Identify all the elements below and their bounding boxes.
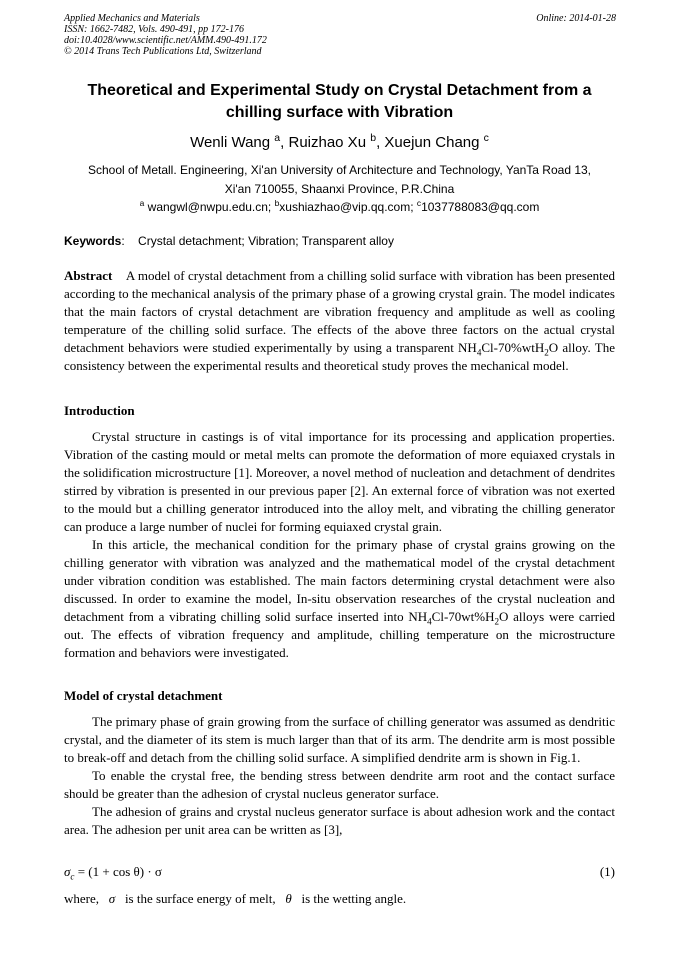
- introduction-body: [64, 428, 615, 662]
- email-address[interactable]: wangwl@nwpu.edu.cn;: [147, 200, 272, 214]
- symbol-sigma: σ: [108, 891, 116, 906]
- where-text: is the surface energy of melt,: [124, 891, 276, 906]
- equation-formula: [64, 862, 162, 882]
- paragraph: Crystal structure in castings is of vital importance for its processing and application properties. Vibration of the casting mould or metal melts can promote the deformation of more equiaxed crystals in the solidification microstructure [1]. Moreover, a novel method of nucleation and detachment of dendrites stirred by vibration is presented in our previous paper [2]. An external force of vibration was not exerted to the mould but a chilling generator introduced into the alloy melt, and vibrating the chilling generator can produce a large number of nuclei for forming equiaxed crystal grain.: [64, 429, 615, 534]
- subscript: 4: [476, 347, 482, 358]
- abstract: [64, 267, 615, 375]
- subscript: c: [70, 871, 75, 882]
- subscript: 4: [427, 616, 432, 627]
- equation-rhs: = (1 + cos θ) · σ: [77, 864, 162, 879]
- abstract-text: A model of crystal detachment from a chilling solid surface with vibration has been presented according to the mechanical analysis of the primary phase of a growing crystal grain. The model indicates that the main factors of crystal detachment are vibration frequency and amplitude as well as cooling temperature of the chilling solid surface. The effects of the above three factors on the actual crystal detachment behaviors were studied experimentally by using a transparent NH: [64, 268, 615, 355]
- paragraph: [64, 536, 615, 662]
- affiliation: [64, 161, 615, 199]
- author-name: Xuejun Chang: [384, 134, 480, 151]
- email-list: [64, 199, 615, 215]
- email-address[interactable]: 1037788083@qq.com: [421, 200, 540, 214]
- where-text: where,: [64, 891, 100, 906]
- email-mark: b: [274, 198, 280, 208]
- affiliation-line: School of Metall. Engineering, Xi'an University of Architecture and Technology, YanTa Road 13,: [87, 163, 592, 177]
- email-mark: a: [139, 198, 145, 208]
- paragraph: The primary phase of grain growing from the surface of chilling generator was assumed as dendritic crystal, and the diameter of its stem is much larger than that of its arm. The dendrite arm is most possible to break-off and detach from the chilling solid surface. A simplified dendrite arm is shown in Fig.1.: [64, 714, 615, 765]
- section-heading-model: Model of crystal detachment: [64, 688, 223, 703]
- paragraph-text: In this article, the mechanical condition for the primary phase of crystal grains growing on the chilling generator with vibration was analyzed and the mathematical model of the crystal detachment under vibration condition was established. The main factors determining crystal detachment were also discussed. In order to examine the model, In-situ observation researches of the crystal nucleation and detachment from a vibrating chilling solid surface inserted into NH: [64, 537, 615, 624]
- paragraph-text: Cl-70wt%H: [431, 609, 495, 624]
- author-mark: b: [370, 132, 377, 144]
- paragraph-text: O alloys were carried out. The effects of vibration frequency and amplitude, chilling temperature on the microstructure formation and behaviors were investigated.: [64, 609, 616, 660]
- subscript: 2: [544, 347, 549, 358]
- model-body: [64, 713, 615, 839]
- affiliation-line: Xi'an 710055, Shaanxi Province, P.R.China: [224, 182, 455, 196]
- equation-number: (1): [599, 864, 615, 879]
- author-mark: a: [274, 132, 281, 144]
- copyright-line: © 2014 Trans Tech Publications Ltd, Switzerland: [64, 46, 262, 57]
- doi-line: doi:10.4028/www.scientific.net/AMM.490-491.172: [64, 35, 267, 46]
- keywords-text: Crystal detachment; Vibration; Transparent alloy: [138, 234, 394, 248]
- journal-name: Applied Mechanics and Materials: [64, 13, 200, 24]
- equation-1: [64, 862, 615, 882]
- where-text: is the wetting angle.: [301, 891, 407, 906]
- where-clause: [64, 890, 615, 908]
- paper-title: Theoretical and Experimental Study on Crystal Detachment from a chilling surface with Vibration: [87, 82, 592, 121]
- issn-line: ISSN: 1662-7482, Vols. 490-491, pp 172-176: [64, 24, 244, 35]
- email-mark: c: [416, 198, 422, 208]
- abstract-text: Cl-70%wtH: [481, 340, 545, 355]
- keywords-sep: :: [121, 234, 125, 248]
- author-list: Wenli Wang $^a$, Ruizhao Xu $^b$, Xuejun Chang $^c$: [190, 132, 489, 151]
- subscript: 2: [494, 616, 500, 627]
- online-date: Online: 2014-01-28: [536, 13, 616, 24]
- author-mark: c: [483, 132, 489, 144]
- abstract-text: O alloy. The consistency between the experimental results and theoretical study proves the mechanical model.: [64, 340, 616, 373]
- paragraph: To enable the crystal free, the bending stress between dendrite arm root and the contact surface should be greater than the adhesion of crystal nucleus generator surface.: [64, 768, 615, 801]
- symbol-theta: θ: [285, 891, 292, 906]
- paragraph: The adhesion of grains and crystal nucleus generator surface is about adhesion work and the contact area. The adhesion per unit area can be written as [3],: [64, 804, 615, 837]
- section-heading-introduction: Introduction: [64, 403, 135, 418]
- keywords-label: Keywords: [64, 234, 122, 248]
- abstract-label: Abstract: [64, 268, 113, 283]
- equation-lhs: σ: [64, 864, 71, 879]
- journal-header: [64, 13, 616, 57]
- author-name: Ruizhao Xu: [288, 134, 367, 151]
- email-address[interactable]: xushiazhao@vip.qq.com;: [279, 200, 414, 214]
- author-name: Wenli Wang: [190, 134, 271, 151]
- keywords: [64, 233, 615, 249]
